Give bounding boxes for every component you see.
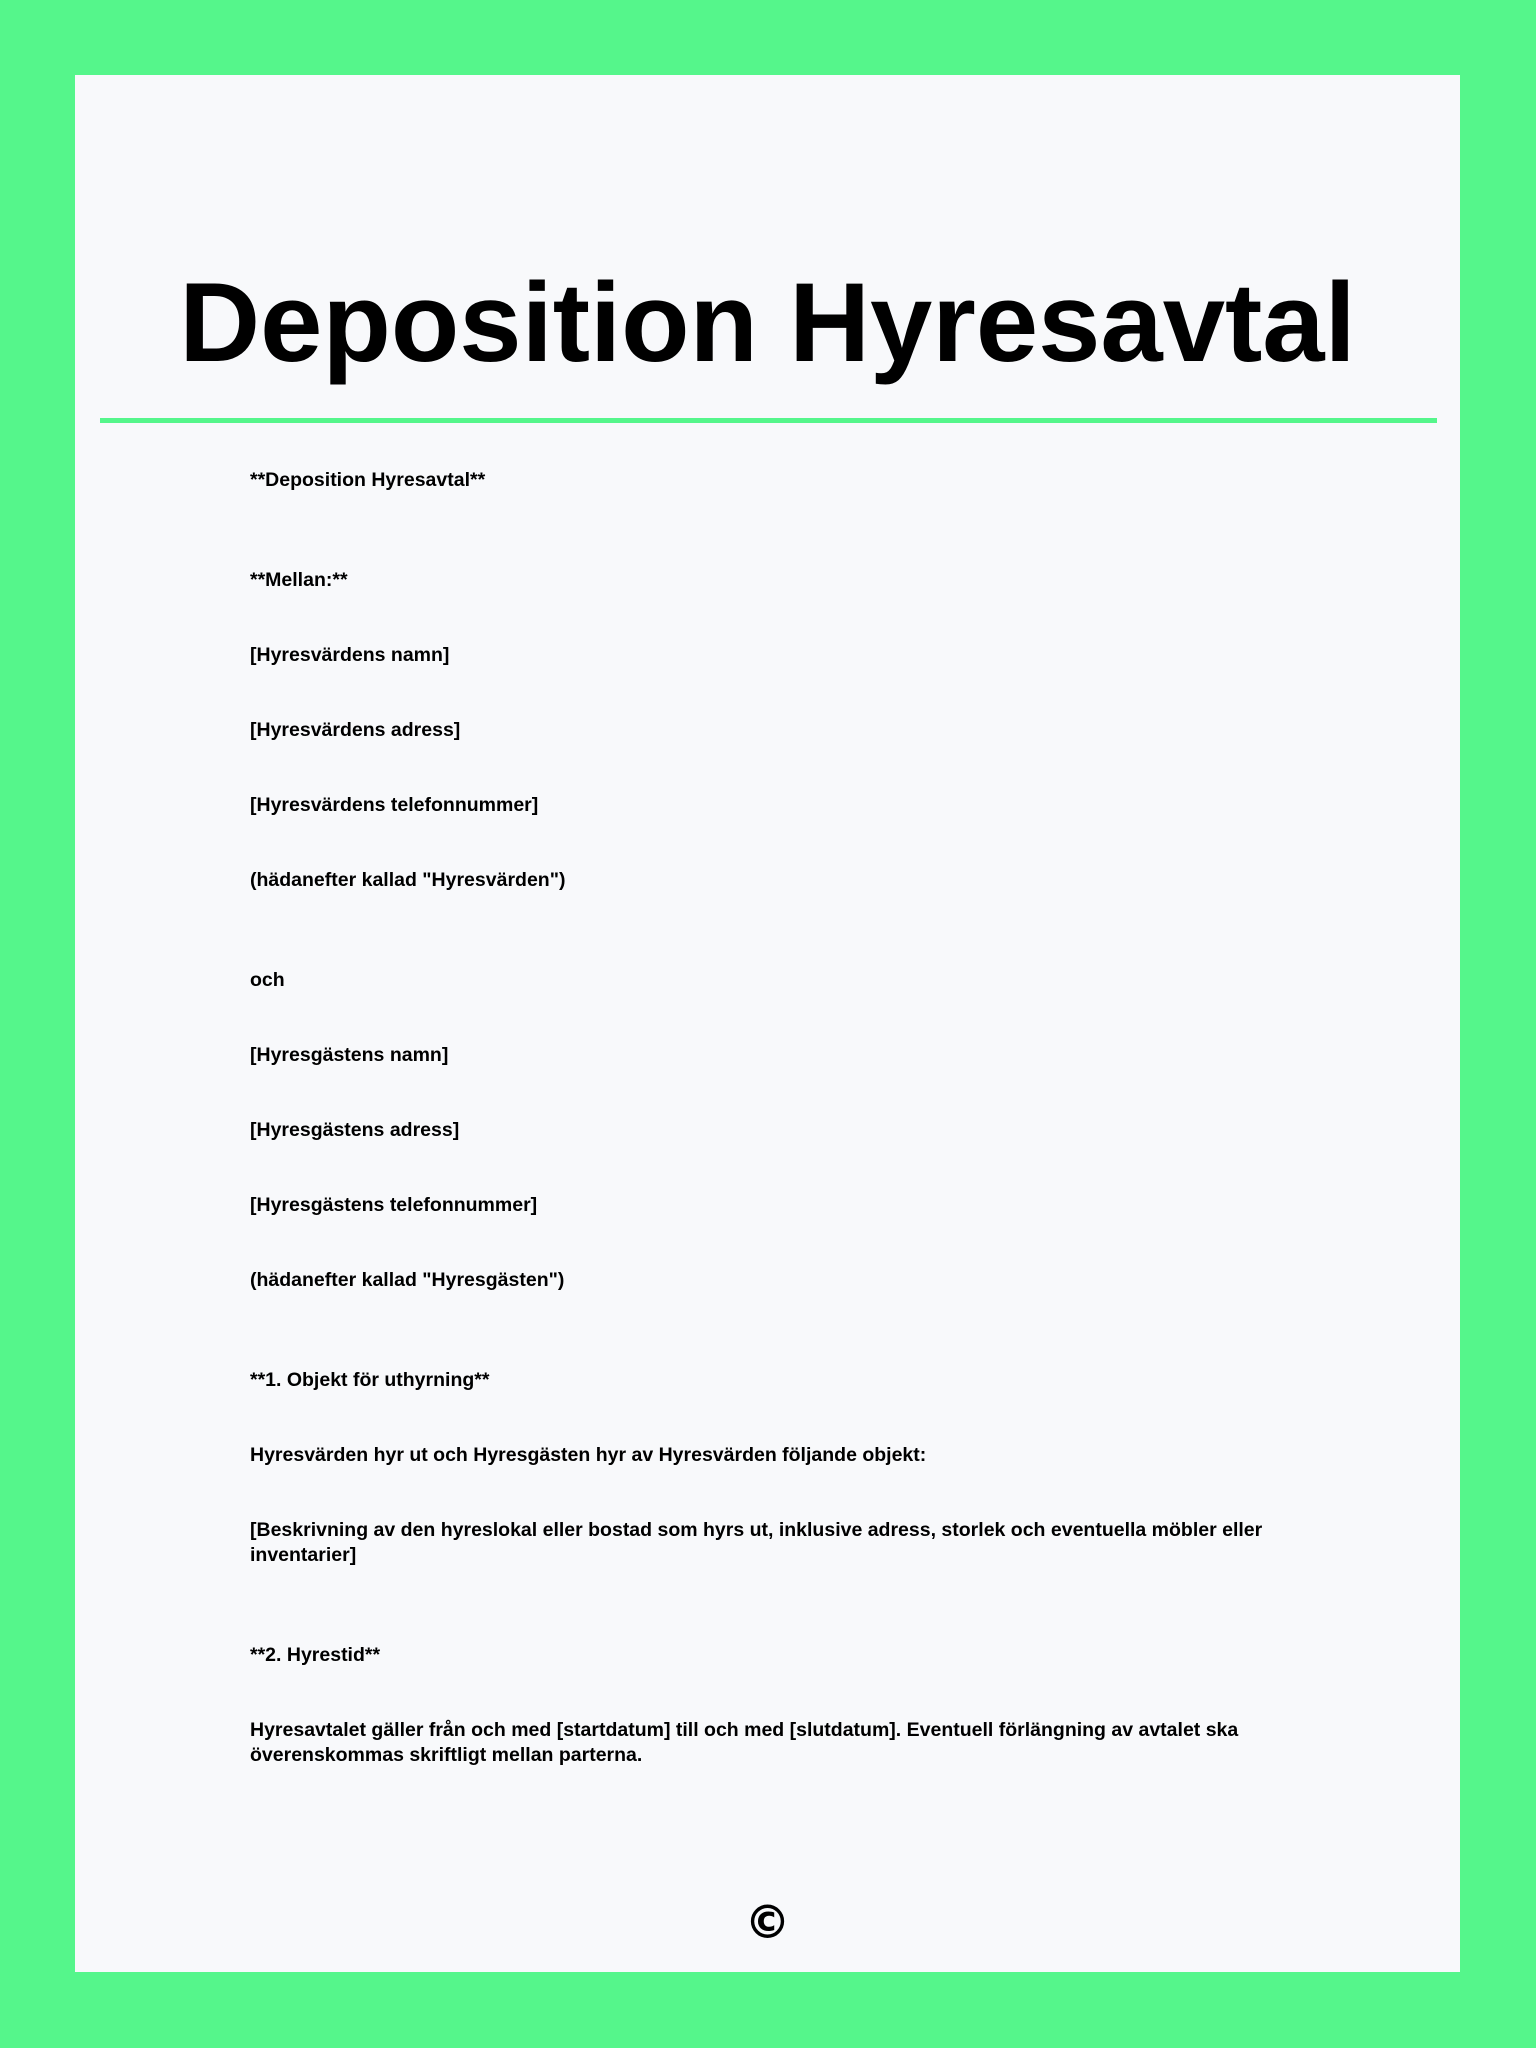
- tenant-designation: (hädanefter kallad "Hyresgästen"): [250, 1269, 565, 1291]
- landlord-phone: [Hyresvärdens telefonnummer]: [250, 794, 539, 816]
- document-title: Deposition Hyresavtal: [179, 260, 1356, 385]
- heading-parties: **Mellan:**: [250, 569, 348, 591]
- section-1-intro: Hyresvärden hyr ut och Hyresgästen hyr av Hyresvärden följande objekt:: [250, 1444, 927, 1466]
- section-1-description: [Beskrivning av den hyreslokal eller bostad som hyrs ut, inklusive adress, storlek och eventuella möbler eller inventarier]: [250, 1519, 1263, 1566]
- conjunction-and: och: [250, 969, 285, 991]
- landlord-address: [Hyresvärdens adress]: [250, 719, 461, 741]
- landlord-designation: (hädanefter kallad "Hyresvärden"): [250, 869, 566, 891]
- tenant-phone: [Hyresgästens telefonnummer]: [250, 1194, 538, 1216]
- section-2-heading: **2. Hyrestid**: [250, 1644, 381, 1666]
- title-divider: [100, 418, 1437, 423]
- document-page: [75, 75, 1460, 1972]
- copyright-icon: ©: [744, 1895, 791, 1949]
- section-2-text: Hyresavtalet gäller från och med [startdatum] till och med [slutdatum]. Eventuell förlängning av avtalet ska överenskommas skriftligt mellan parterna.: [250, 1719, 1239, 1766]
- landlord-name: [Hyresvärdens namn]: [250, 644, 450, 666]
- section-1-heading: **1. Objekt för uthyrning**: [250, 1369, 490, 1391]
- tenant-name: [Hyresgästens namn]: [250, 1044, 449, 1066]
- heading-agreement: **Deposition Hyresavtal**: [250, 469, 486, 491]
- tenant-address: [Hyresgästens adress]: [250, 1119, 460, 1141]
